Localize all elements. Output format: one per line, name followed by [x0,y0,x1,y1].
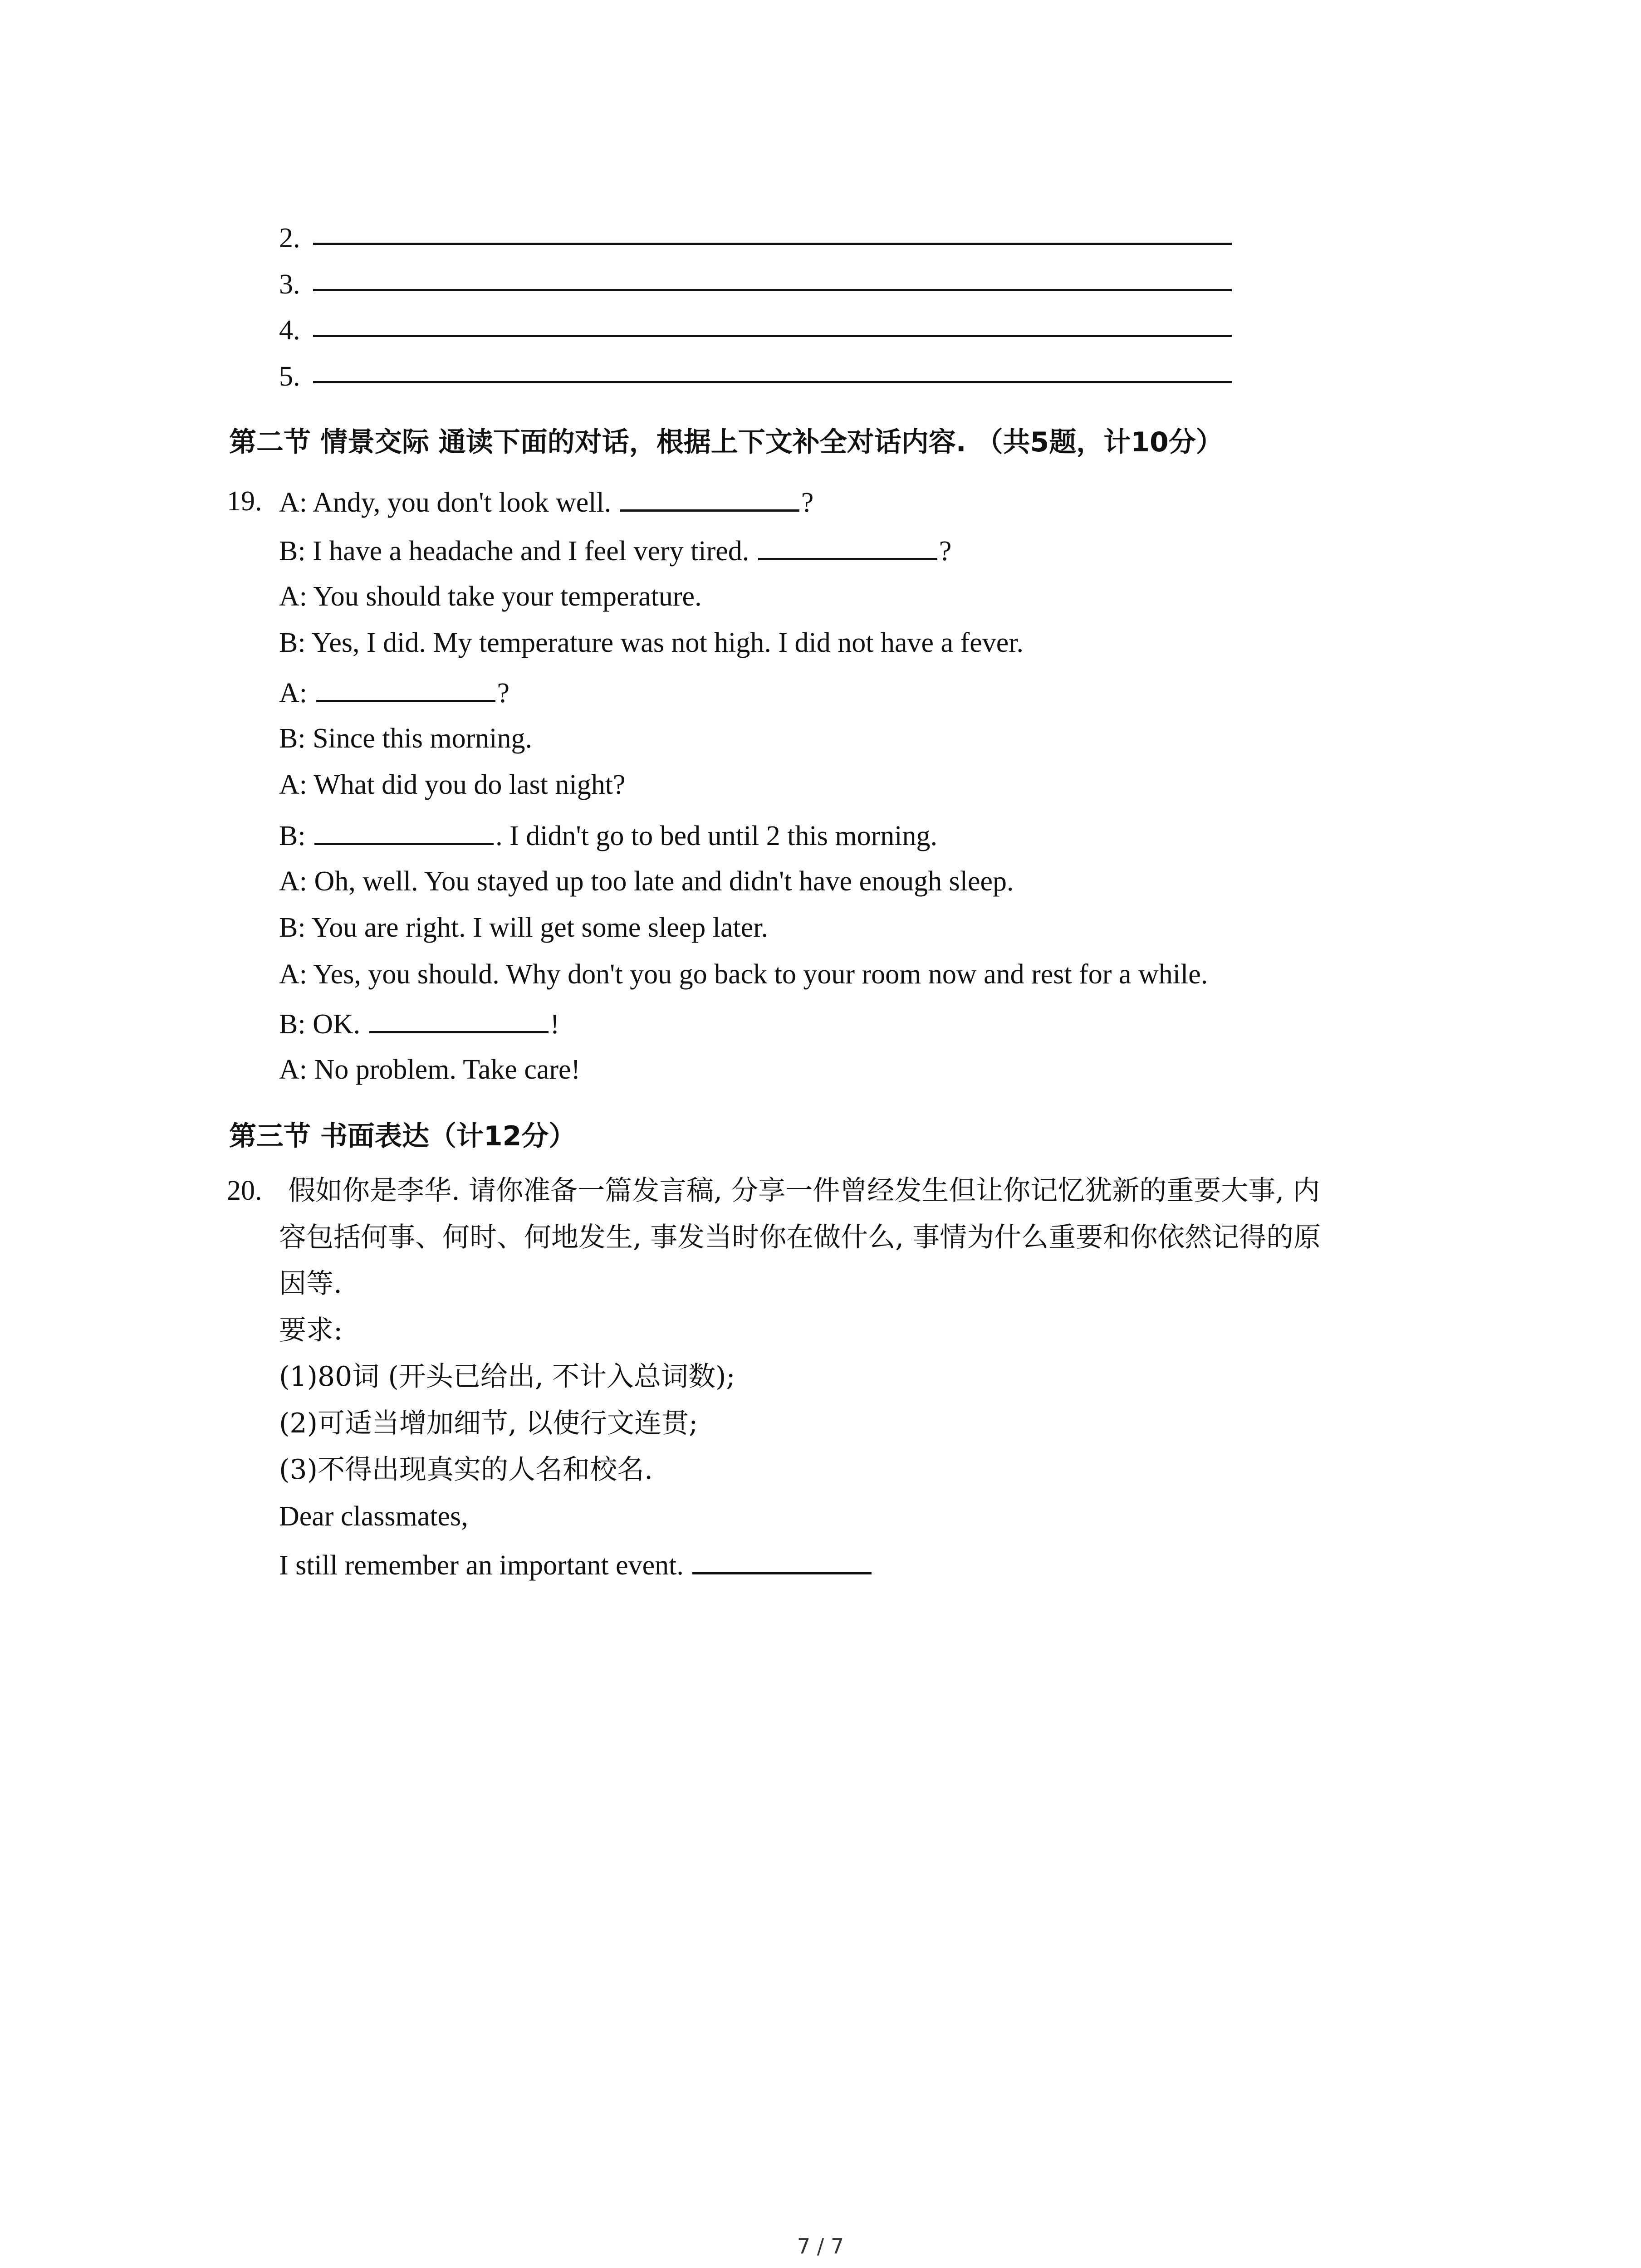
dialogue-blank-4[interactable] [314,816,494,845]
dialogue-text: A: Andy, you don't look well. [279,487,618,518]
dialogue-line-10: B: You are right. I will get some sleep later. [279,912,768,943]
section3-heading: 第三节 书面表达（计12分） [229,1120,576,1152]
dialogue-line-12 [279,1005,559,1042]
dialogue-text: B: [279,821,313,851]
dialogue-text: ! [550,1009,560,1040]
dialogue-line-8 [279,816,937,854]
requirement-2: (2)可适当增加细节, 以使行文连贯; [279,1408,698,1439]
dialogue-text: . I didn't go to bed until 2 this morning. [495,821,937,851]
answer-line-label-3: 3. [279,269,300,300]
question-20-number: 20. [227,1175,262,1206]
answer-line-label-4: 4. [279,315,300,346]
answer-line-3[interactable] [313,289,1232,291]
dialogue-blank-2[interactable] [758,532,937,560]
answer-line-4[interactable] [313,335,1232,337]
dialogue-line-5 [279,674,509,711]
writing-prompt-line-1: 假如你是李华. 请你准备一篇发言稿, 分享一件曾经发生但让你记忆犹新的重要大事, 内 [288,1175,1320,1207]
dialogue-line-1 [279,483,813,521]
dialogue-line-11: A: Yes, you should. Why don't you go back to your room now and rest for a while. [279,959,1208,990]
dialogue-line-13: A: No problem. Take care! [279,1054,581,1085]
dialogue-blank-3[interactable] [316,674,495,702]
writing-blank[interactable] [692,1546,872,1574]
dialogue-line-3: A: You should take your temperature. [279,581,702,612]
dialogue-line-7: A: What did you do last night? [279,769,626,800]
dialogue-line-6: B: Since this morning. [279,723,532,754]
dialogue-line-4: B: Yes, I did. My temperature was not high. I did not have a fever. [279,627,1024,658]
answer-line-2[interactable] [313,243,1232,245]
requirements-label: 要求: [279,1315,343,1346]
dialogue-line-2 [279,532,951,569]
answer-line-5[interactable] [313,381,1232,383]
answer-line-label-2: 2. [279,223,300,254]
dialogue-blank-5[interactable] [369,1005,549,1033]
letter-opening [279,1546,873,1584]
dialogue-text: B: I have a headache and I feel very tired. [279,536,756,567]
dialogue-blank-1[interactable] [620,483,799,512]
dialogue-text: A: [279,678,314,709]
dialogue-text: ? [801,487,814,518]
page-number: 7 / 7 [797,2234,844,2258]
answer-line-label-5: 5. [279,361,300,392]
dialogue-line-9: A: Oh, well. You stayed up too late and didn't have enough sleep. [279,866,1014,897]
letter-greeting: Dear classmates, [279,1501,468,1532]
question-19-number: 19. [227,486,262,517]
writing-prompt-line-2: 容包括何事、何时、何地发生, 事发当时你在做什么, 事情为什么重要和你依然记得的原 [279,1222,1321,1253]
letter-opening-text: I still remember an important event. [279,1550,691,1581]
dialogue-text: ? [939,536,952,567]
dialogue-text: B: OK. [279,1009,367,1040]
requirement-3: (3)不得出现真实的人名和校名. [279,1454,653,1486]
requirement-1: (1)80词 (开头已给出, 不计入总词数); [279,1361,735,1393]
dialogue-text: ? [497,678,510,709]
writing-prompt-line-3: 因等. [279,1268,343,1300]
section2-heading: 第二节 情景交际 通读下面的对话，根据上下文补全对话内容. （共5题，计10分） [229,426,1223,458]
